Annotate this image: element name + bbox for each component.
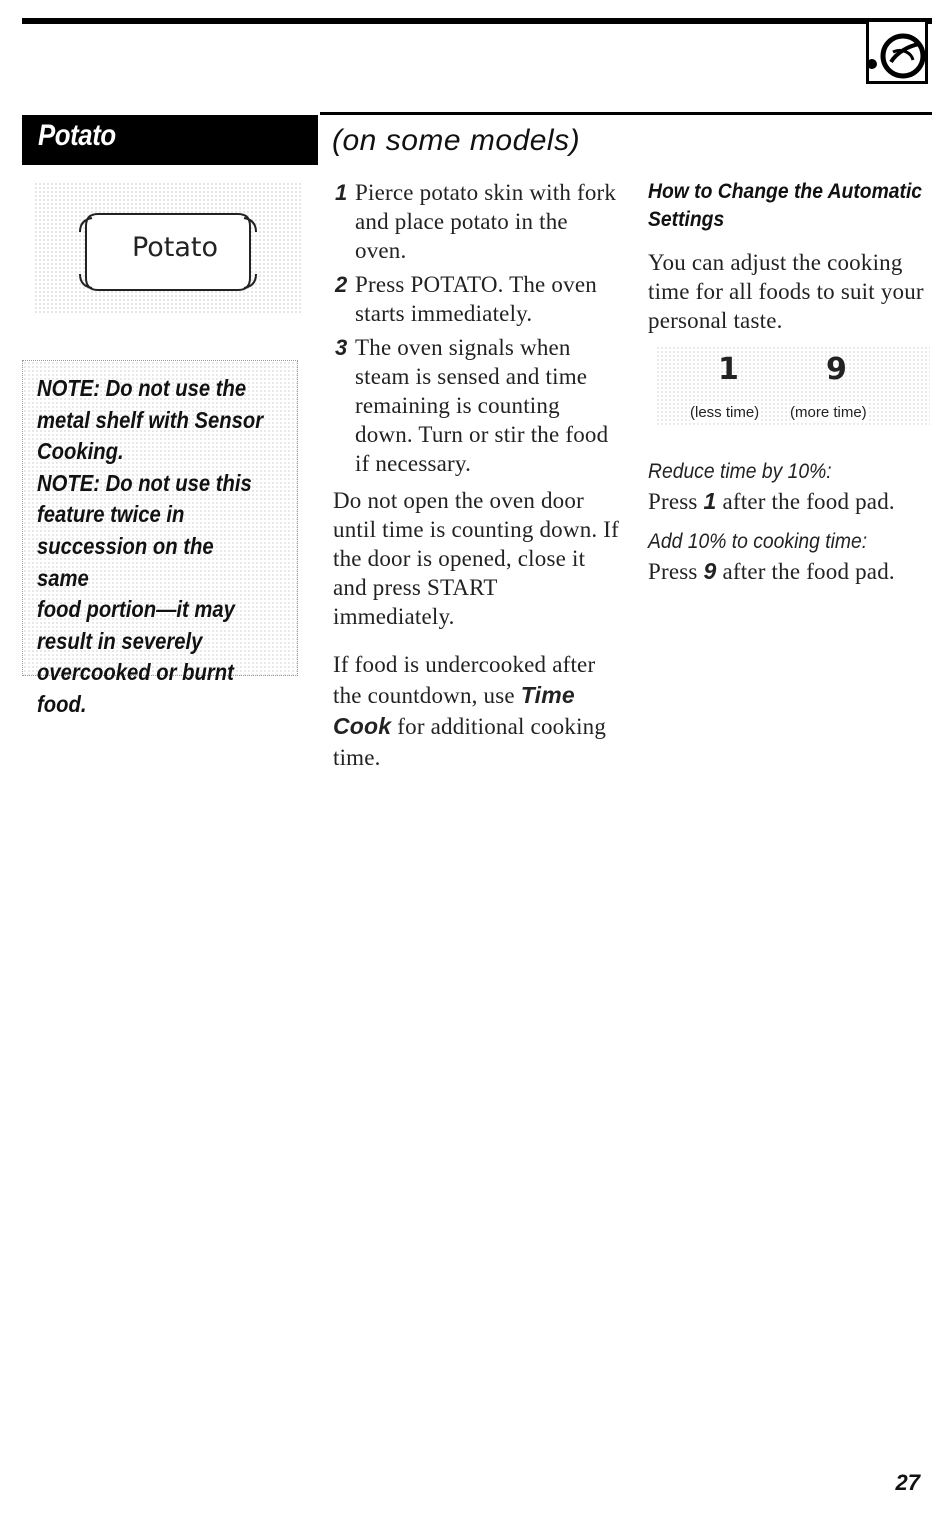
add-after: after the food pad. <box>716 559 895 584</box>
add-key: 9 <box>703 558 717 584</box>
section-subtitle: (on some models) <box>332 124 581 157</box>
note-box <box>22 360 298 717</box>
reduce-instruction <box>648 487 938 516</box>
ge-monogram-icon <box>866 22 928 84</box>
header-rule <box>320 112 932 115</box>
step-3 <box>333 333 623 478</box>
add-instruction <box>648 557 938 586</box>
note-line: metal shelf with Sensor <box>37 406 264 433</box>
potato-pad-label: Potato <box>131 232 219 263</box>
undercooked-text-after: for additional cooking time. <box>333 714 607 770</box>
add-block <box>648 530 938 586</box>
reduce-block <box>648 460 938 516</box>
pad-1-digit: 1 <box>718 352 739 387</box>
change-settings-column <box>648 178 938 335</box>
note-line: result in severely <box>37 627 203 654</box>
add-before: Press <box>648 559 704 584</box>
pad-9-digit: 9 <box>826 352 847 387</box>
add-label: Add 10% to cooking time: <box>648 530 868 553</box>
note-text <box>37 373 264 721</box>
note-line: overcooked or burnt food. <box>37 659 234 717</box>
undercooked-text-before: If food is undercooked after the countdown, use <box>333 652 596 708</box>
change-settings-heading: How to Change the Automatic Settings <box>648 180 923 231</box>
pad-1-caption: (less time) <box>690 404 760 421</box>
step-number: 2 <box>335 272 348 297</box>
reduce-before: Press <box>648 489 704 514</box>
top-rule <box>22 18 932 24</box>
note-line: succession on the same <box>37 532 214 591</box>
section-title-bar <box>22 115 318 165</box>
number-pads <box>656 346 930 426</box>
door-paragraph: Do not open the oven door until time is counting down. If the door is opened, close it and press START immediately. <box>333 488 620 629</box>
instructions-column <box>333 178 623 773</box>
reduce-key: 1 <box>703 488 717 514</box>
step-text: The oven signals when steam is sensed and time remaining is counting down. Turn or stir the food if necessary. <box>355 335 609 476</box>
page-number: 27 <box>895 1470 920 1495</box>
step-text: Pierce potato skin with fork and place potato in the oven. <box>355 180 617 263</box>
change-settings-intro: You can adjust the cooking time for all foods to suit your personal taste. <box>648 250 924 333</box>
step-number: 3 <box>335 335 348 360</box>
time-cook-emphasis: Time Cook <box>333 682 575 739</box>
step-2 <box>333 270 623 328</box>
potato-pad-button-icon <box>34 182 302 314</box>
undercooked-paragraph <box>333 649 623 773</box>
note-line: food portion—it may <box>37 596 235 623</box>
pad-9-caption: (more time) <box>790 404 867 421</box>
step-1 <box>333 178 623 265</box>
step-number: 1 <box>335 180 348 205</box>
note-line: feature twice in <box>37 501 185 528</box>
note-line: Cooking. <box>37 438 124 465</box>
reduce-after: after the food pad. <box>716 489 895 514</box>
note-line: NOTE: Do not use the <box>37 375 247 401</box>
note-line: NOTE: Do not use this <box>37 469 252 496</box>
section-title: Potato <box>38 119 116 152</box>
reduce-label: Reduce time by 10%: <box>648 460 832 483</box>
step-text: Press POTATO. The oven starts immediately. <box>355 272 597 326</box>
